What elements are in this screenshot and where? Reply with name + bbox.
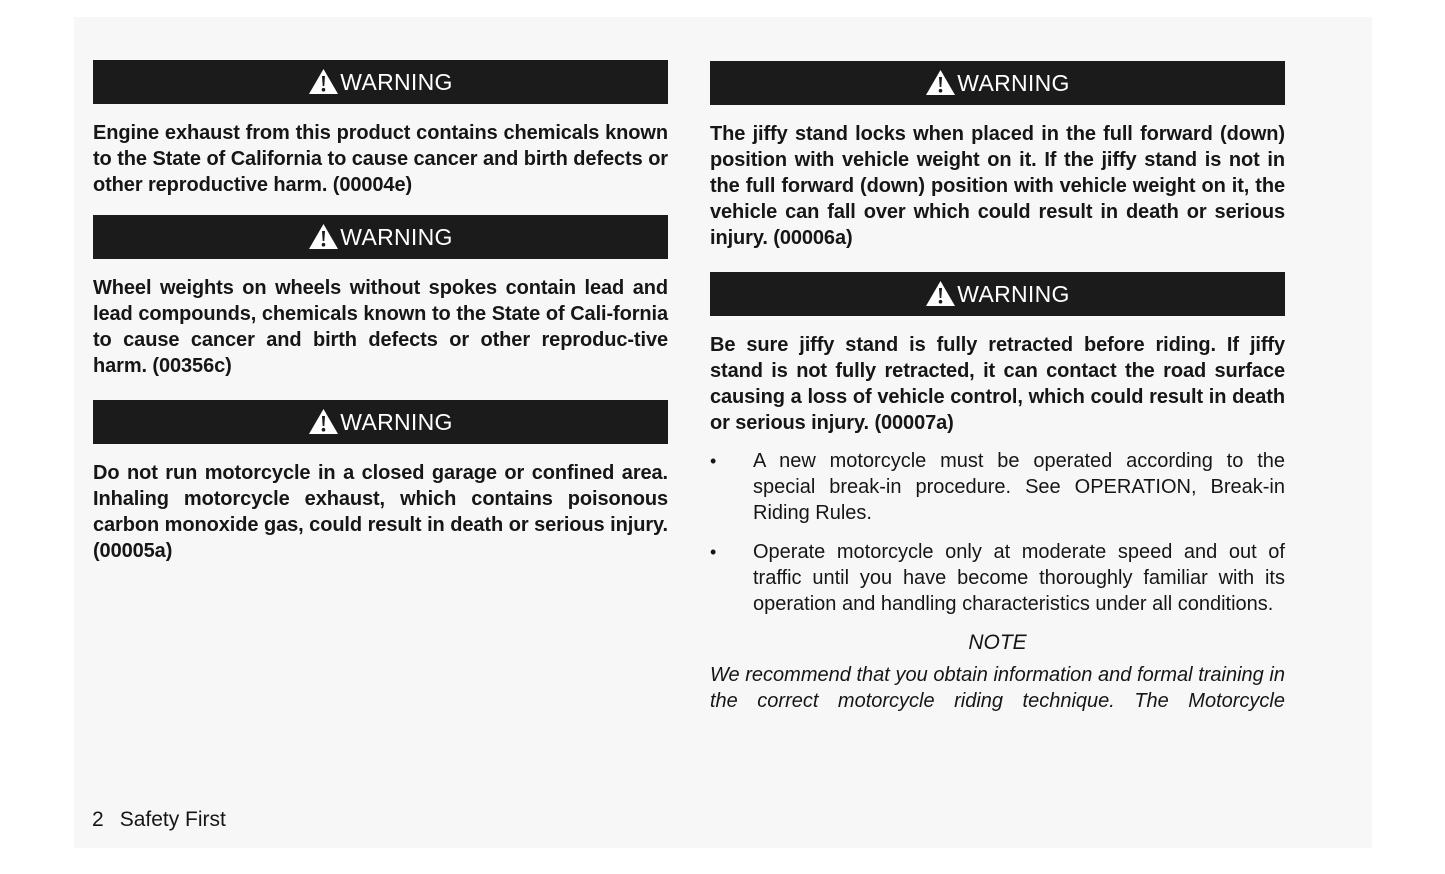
list-item: [710, 539, 1285, 617]
note-heading: NOTE: [968, 631, 1027, 654]
bullet-list: [710, 448, 1285, 617]
warning-banner: [93, 400, 668, 444]
list-item: [710, 448, 1285, 526]
warning-banner: [710, 61, 1285, 105]
warning-triangle-icon: [308, 68, 339, 95]
warning-text: Wheel weights on wheels without spokes contain lead and lead compounds, chemicals known to the State of Cali-fornia to cause cancer and birth defects or other reproduc-tive harm. (00356c): [93, 277, 668, 377]
note-text: We recommend that you obtain information and formal training in the correct motorcycle riding technique. The Motorcycle: [710, 664, 1285, 712]
page-footer: [92, 808, 226, 832]
section-title: Safety First: [119, 808, 226, 831]
warning-label: WARNING: [340, 223, 453, 250]
warning-banner: [710, 272, 1285, 316]
warning-text: Do not run motorcycle in a closed garage or confined area. Inhaling motorcycle exhaust, which contains poisonous carbon monoxide gas, could result in death or serious injury. (00005a): [93, 462, 668, 562]
bullet-icon: •: [710, 451, 717, 471]
warning-banner: [93, 60, 668, 104]
warning-triangle-icon: [925, 69, 956, 96]
warning-label: WARNING: [340, 408, 453, 435]
bullet-icon: •: [710, 542, 717, 562]
left-column: [93, 60, 668, 564]
warning-text: The jiffy stand locks when placed in the full forward (down) position with vehicle weight on it. If the jiffy stand is not in the full forward (down) position with vehicle weight on it, the vehicle can fall over which could result in death or serious injury. (00006a): [710, 123, 1285, 249]
warning-banner: [93, 215, 668, 259]
warning-text: Be sure jiffy stand is fully retracted before riding. If jiffy stand is not fully retracted, it can contact the road surface causing a loss of vehicle control, which could result in death or serious injury. (00007a): [710, 334, 1285, 434]
warning-label: WARNING: [340, 68, 453, 95]
list-item-text: A new motorcycle must be operated according to the special break-in procedure. See OPERATION, Break-in Riding Rules.: [753, 450, 1285, 524]
warning-label: WARNING: [957, 280, 1070, 307]
warning-text: Engine exhaust from this product contains chemicals known to the State of California to cause cancer and birth defects or other reproductive harm. (00004e): [93, 122, 668, 196]
warning-triangle-icon: [308, 408, 339, 435]
list-item-text: Operate motorcycle only at moderate speed and out of traffic until you have become thoroughly familiar with its operation and handling characteristics under all conditions.: [753, 541, 1285, 615]
warning-triangle-icon: [925, 280, 956, 307]
warning-label: WARNING: [957, 69, 1070, 96]
page-number: 2: [92, 808, 104, 831]
right-column: [710, 61, 1285, 714]
warning-triangle-icon: [308, 223, 339, 250]
